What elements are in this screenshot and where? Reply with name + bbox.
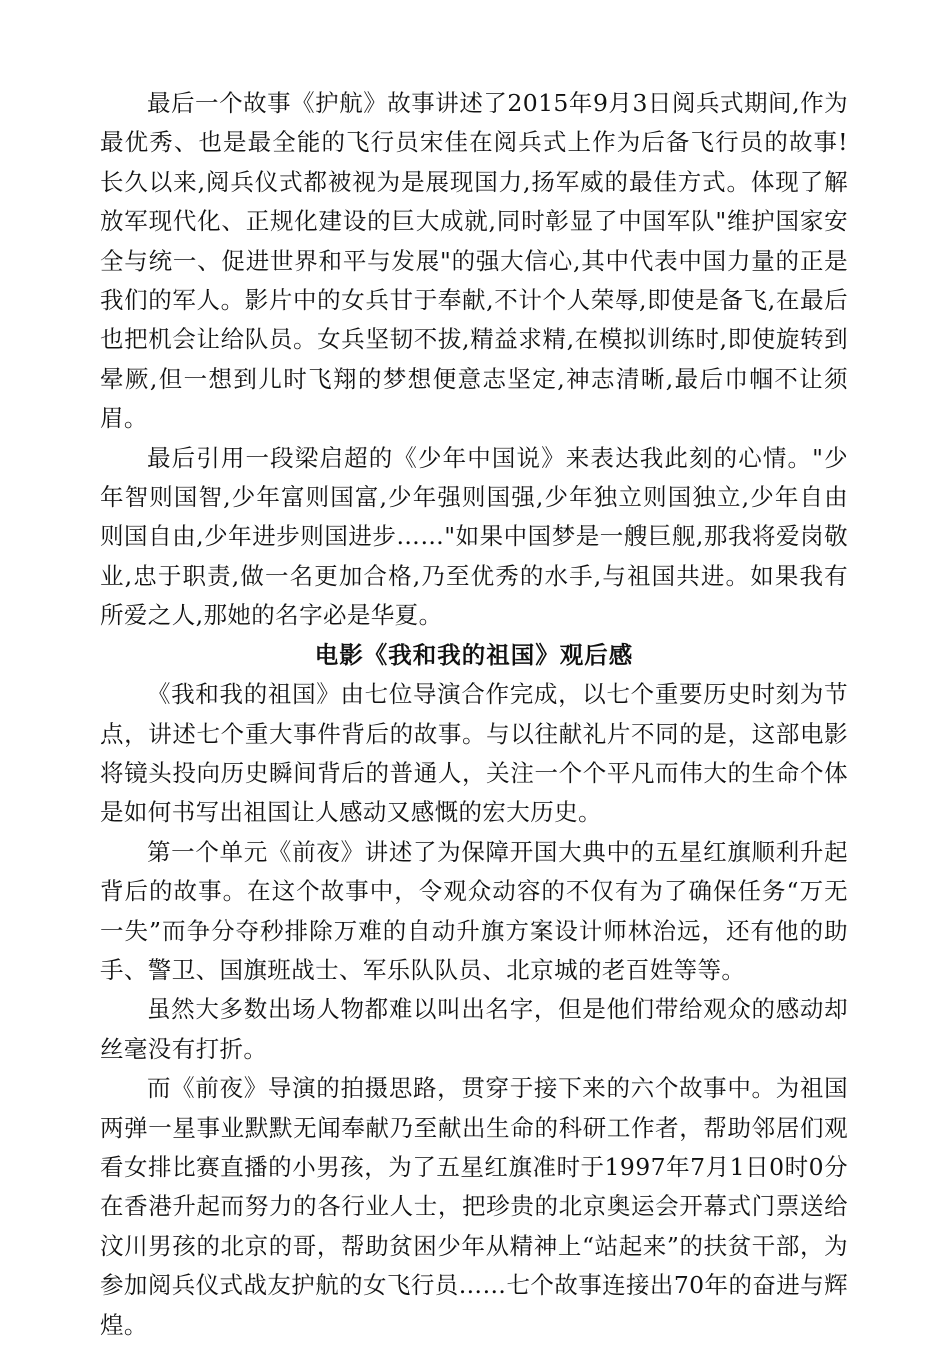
document-page [100,84,848,1345]
paragraph-film-intro: 《我和我的祖国》由七位导演合作完成，以七个重要历史时刻为节点，讲述七个重大事件背后的故事。与以往献礼片不同的是，这部电影将镜头投向历史瞬间背后的普通人，关注一个个平凡而伟大的生命个体是如何书写出祖国让人感动又感慨的宏大历史。 [100,680,848,827]
paragraph-unnamed-characters: 虽然大多数出场人物都难以叫出名字，但是他们带给观众的感动却丝毫没有打折。 [100,995,848,1063]
paragraph-seven-stories: 而《前夜》导演的拍摄思路，贯穿于接下来的六个故事中。为祖国两弹一星事业默默无闻奉献乃至献出生命的科研工作者，帮助邻居们观看女排比赛直播的小男孩，为了五星红旗准时于1997年7月1日0时0分在香港升起而努力的各行业人士，把珍贵的北京奥运会开幕式门票送给汶川男孩的北京的哥，帮助贫困少年从精神上“站起来”的扶贫干部，为参加阅兵仪式战友护航的女飞行员……七个故事连接出70年的奋进与辉煌。 [100,1074,848,1339]
paragraph-eve-unit: 第一个单元《前夜》讲述了为保障开国大典中的五星红旗顺利升起背后的故事。在这个故事中，令观众动容的不仅有为了确保任务“万无一失”而争分夺秒排除万难的自动升旗方案设计师林治远，还有他的助手、警卫、国旗班战士、军乐队队员、北京城的老百姓等等。 [100,837,848,984]
paragraph-husang-story: 最后一个故事《护航》故事讲述了2015年9月3日阅兵式期间,作为最优秀、也是最全能的飞行员宋佳在阅兵式上作为后备飞行员的故事!长久以来,阅兵仪式都被视为是展现国力,扬军威的最佳方式。体现了解放军现代化、正规化建设的巨大成就,同时彰显了中国军队"维护国家安全与统一、促进世界和平与发展"的强大信心,其中代表中国力量的正是我们的军人。影片中的女兵甘于奉献,不计个人荣辱,即使是备飞,在最后也把机会让给队员。女兵坚韧不拔,精益求精,在模拟训练时,即使旋转到晕厥,但一想到儿时飞翔的梦想便意志坚定,神志清晰,最后巾帼不让须眉。 [100,89,848,433]
section-title: 电影《我和我的祖国》观后感 [314,640,634,669]
paragraph-young-china-quote: 最后引用一段梁启超的《少年中国说》来表达我此刻的心情。"少年智则国智,少年富则国富,少年强则国强,少年独立则国独立,少年自由则国自由,少年进步则国进步……"如果中国梦是一艘巨舰,那我将爱岗敬业,忠于职责,做一名更加合格,乃至优秀的水手,与祖国共进。如果我有所爱之人,那她的名字必是华夏。 [100,443,848,630]
